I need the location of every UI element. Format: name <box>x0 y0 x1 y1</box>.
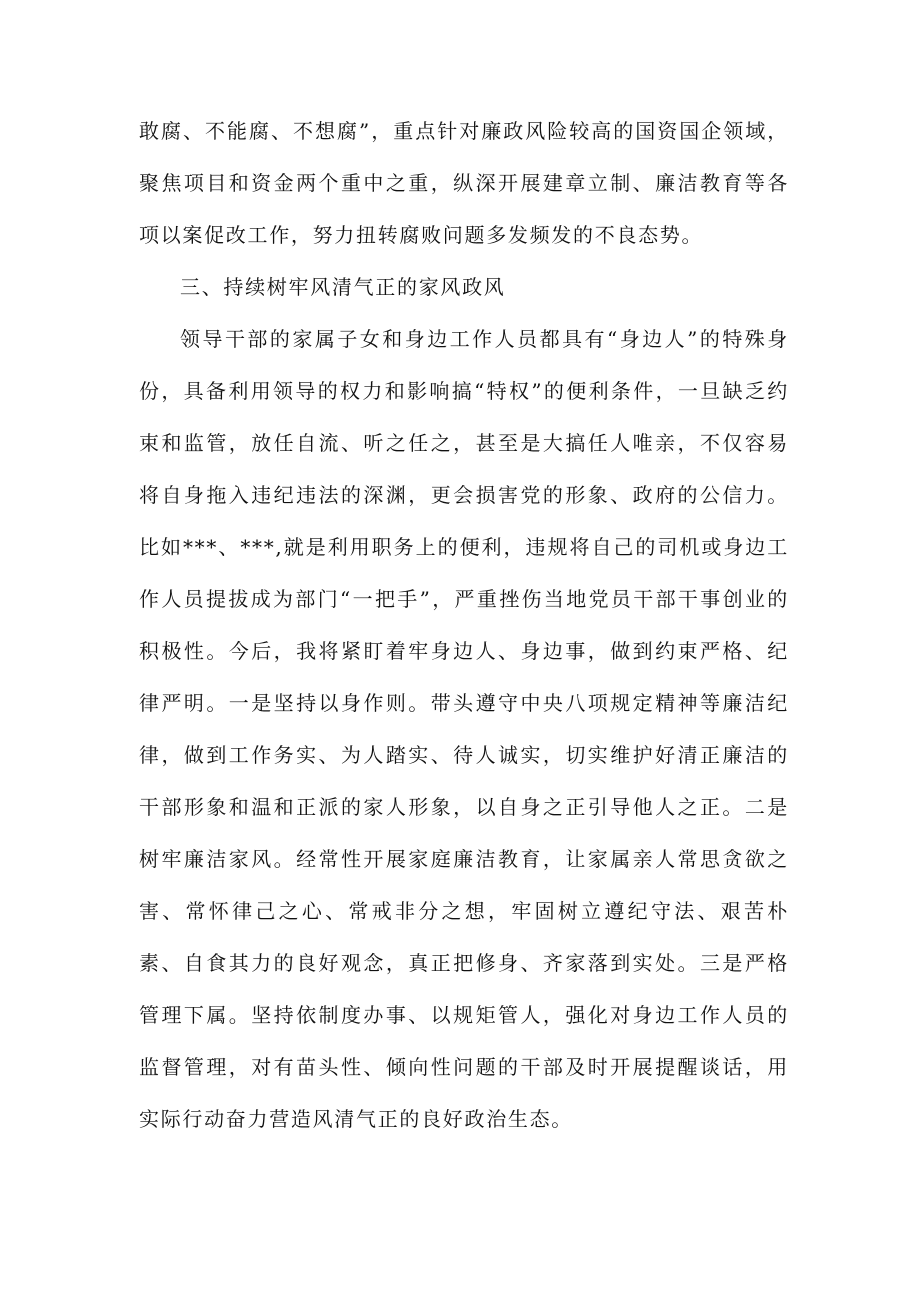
document-body <box>139 105 789 1145</box>
paragraph-body: 领导干部的家属子女和身边工作人员都具有“身边人”的特殊身份，具备利用领导的权力和影响搞“特权”的便利条件，一旦缺乏约束和监管，放任自流、听之任之，甚至是大搞任人唯亲，不仅容易将自身拖入违纪违法的深渊，更会损害党的形象、政府的公信力。比如***、***,就是利用职务上的便利，违规将自己的司机或身边工作人员提拔成为部门“一把手”，严重挫伤当地党员干部干事创业的积极性。今后，我将紧盯着牢身边人、身边事，做到约束严格、纪律严明。一是坚持以身作则。带头遵守中央八项规定精神等廉洁纪律，做到工作务实、为人踏实、待人诚实，切实维护好清正廉洁的干部形象和温和正派的家人形象，以自身之正引导他人之正。二是树牢廉洁家风。经常性开展家庭廉洁教育，让家属亲人常思贪欲之害、常怀律己之心、常戒非分之想，牢固树立遵纪守法、艰苦朴素、自食其力的良好观念，真正把修身、齐家落到实处。三是严格管理下属。坚持依制度办事、以规矩管人，强化对身边工作人员的监督管理，对有苗头性、倾向性问题的干部及时开展提醒谈话，用实际行动奋力营造风清气正的良好政治生态。 <box>139 327 789 1131</box>
section-heading: 三、持续树牢风清气正的家风政风 <box>180 275 506 299</box>
paragraph-continuation: 敢腐、不能腐、不想腐”，重点针对廉政风险较高的国资国企领域，聚焦项目和资金两个重中之重，纵深开展建章立制、廉洁教育等各项以案促改工作，努力扭转腐败问题多发频发的不良态势。 <box>139 119 789 247</box>
